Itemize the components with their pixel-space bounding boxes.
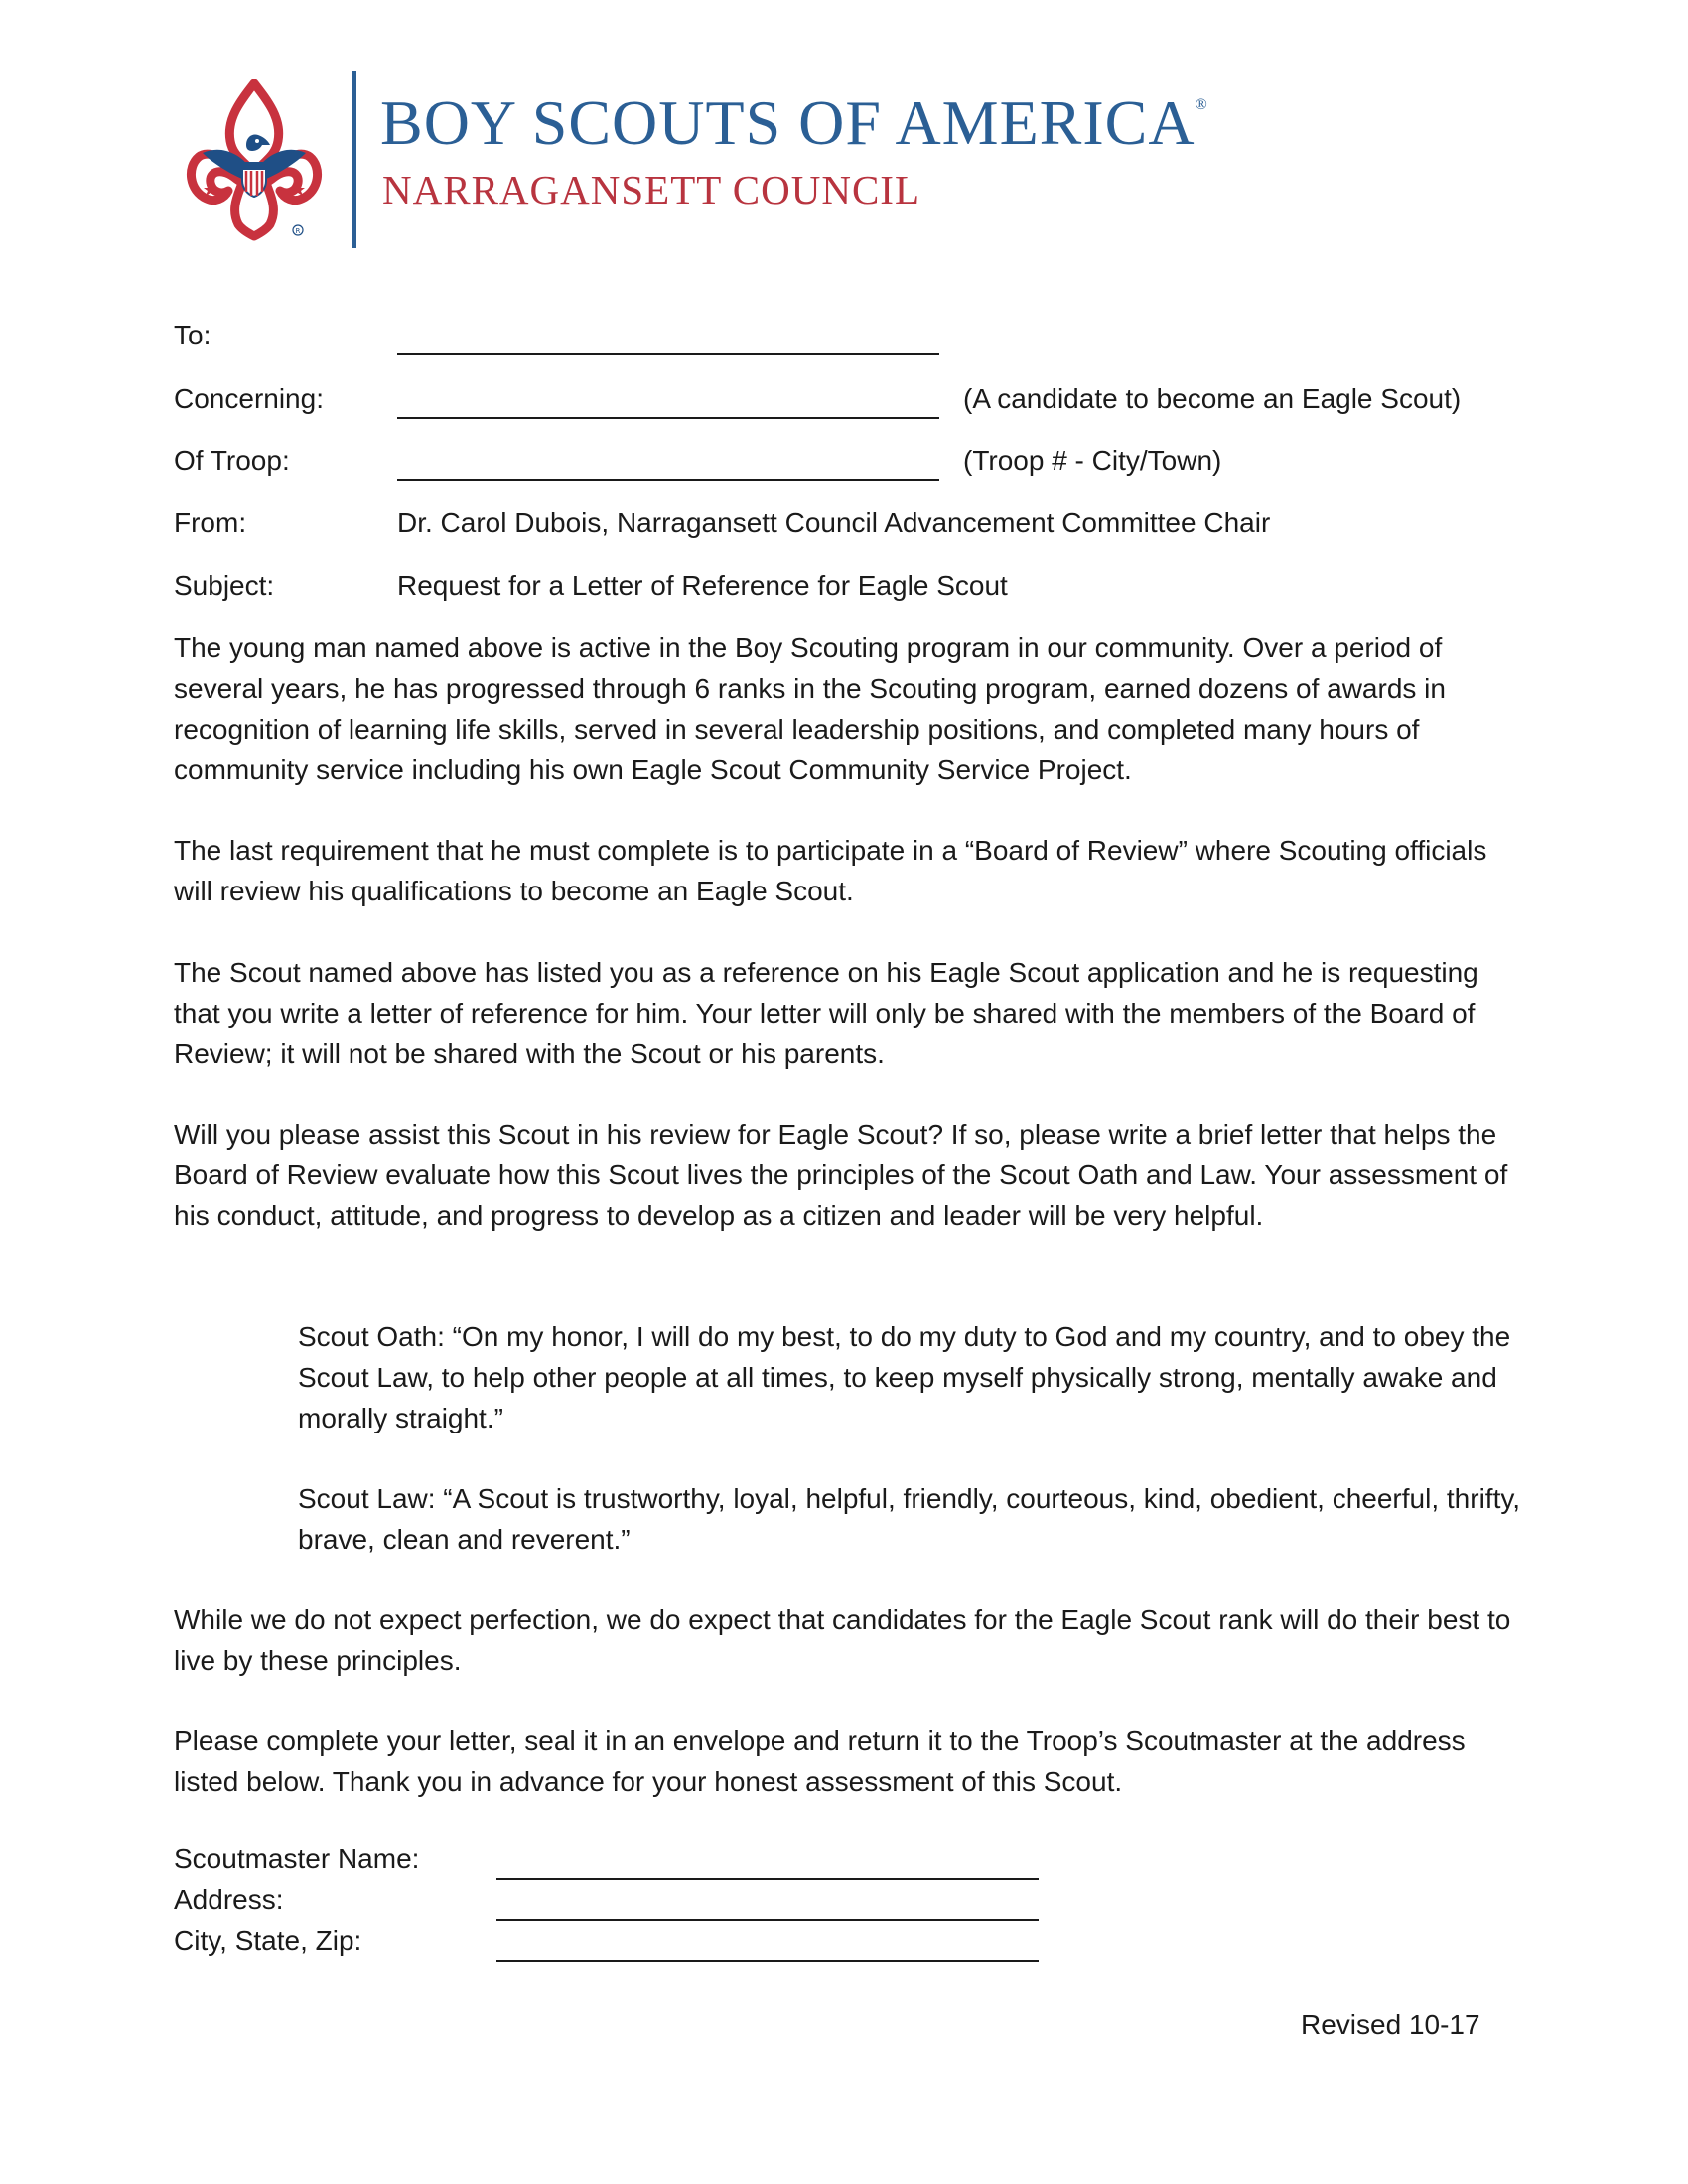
org-name: BOY SCOUTS OF AMERICA® [380, 87, 1208, 158]
body-paragraph-board-of-review: The last requirement that he must complete is to participate in a “Board of Review” where Scouting officials will review his qualifications to become an Eagle Scout. [174, 835, 1487, 906]
subject-label: Subject: [174, 570, 275, 601]
bsa-logo-icon [181, 79, 328, 242]
scout-oath-quote: Scout Oath: “On my honor, I will do my best, to do my duty to God and my country, and to obey the Scout Law, to help other people at all times, to keep myself physically strong, mentally awake and morally straight.” [298, 1321, 1511, 1433]
revision-note: Revised 10-17 [1301, 2009, 1480, 2040]
address-label: Address: [174, 1884, 284, 1915]
concerning-label: Concerning: [174, 383, 324, 414]
to-field[interactable] [397, 353, 939, 355]
body-paragraph-assist: Will you please assist this Scout in his review for Eagle Scout? If so, please write a brief letter that helps the Board of Review evaluate how this Scout lives the principles of the Scout Oath and Law. Your assessment of his conduct, attitude, and progress to develop as a citizen and leader will be very helpful. [174, 1119, 1508, 1231]
from-label: From: [174, 507, 247, 538]
to-label: To: [174, 320, 211, 350]
concerning-field[interactable] [397, 417, 939, 419]
body-paragraph-return-instructions: Please complete your letter, seal it in an envelope and return it to the Troop’s Scoutmaster at the address listed below. Thank you in advance for your honest assessment of this Scout. [174, 1725, 1466, 1797]
city-state-zip-label: City, State, Zip: [174, 1925, 362, 1956]
city-state-zip-field[interactable] [496, 1960, 1039, 1962]
from-value: Dr. Carol Dubois, Narragansett Council Advancement Committee Chair [397, 507, 1271, 538]
concerning-note: (A candidate to become an Eagle Scout) [963, 383, 1462, 414]
troop-field[interactable] [397, 479, 939, 481]
letterhead-divider [352, 71, 356, 248]
svg-text:R: R [295, 227, 301, 235]
scoutmaster-name-label: Scoutmaster Name: [174, 1843, 420, 1874]
scoutmaster-name-field[interactable] [496, 1878, 1039, 1880]
scout-law-quote: Scout Law: “A Scout is trustworthy, loyal, helpful, friendly, courteous, kind, obedient, cheerful, thrifty, brave, clean and reverent.” [298, 1483, 1521, 1555]
troop-note: (Troop # - City/Town) [963, 445, 1222, 476]
registered-mark: ® [1195, 96, 1208, 113]
body-paragraph-intro: The young man named above is active in the Boy Scouting program in our community. Over a period of several years, he has progressed through 6 ranks in the Scouting program, earned dozens of awards in recognition of learning life skills, served in several leadership positions, and completed many hours of community service including his own Eagle Scout Community Service Project. [174, 632, 1446, 785]
council-name: NARRAGANSETT COUNCIL [382, 167, 921, 212]
address-field[interactable] [496, 1919, 1039, 1921]
body-paragraph-expectations: While we do not expect perfection, we do expect that candidates for the Eagle Scout rank will do their best to live by these principles. [174, 1604, 1511, 1676]
subject-value: Request for a Letter of Reference for Eagle Scout [397, 570, 1008, 601]
troop-label: Of Troop: [174, 445, 290, 476]
body-paragraph-reference-request: The Scout named above has listed you as a reference on his Eagle Scout application and he is requesting that you write a letter of reference for him. Your letter will only be shared with the members of the Board of Review; it will not be shared with the Scout or his parents. [174, 957, 1478, 1069]
